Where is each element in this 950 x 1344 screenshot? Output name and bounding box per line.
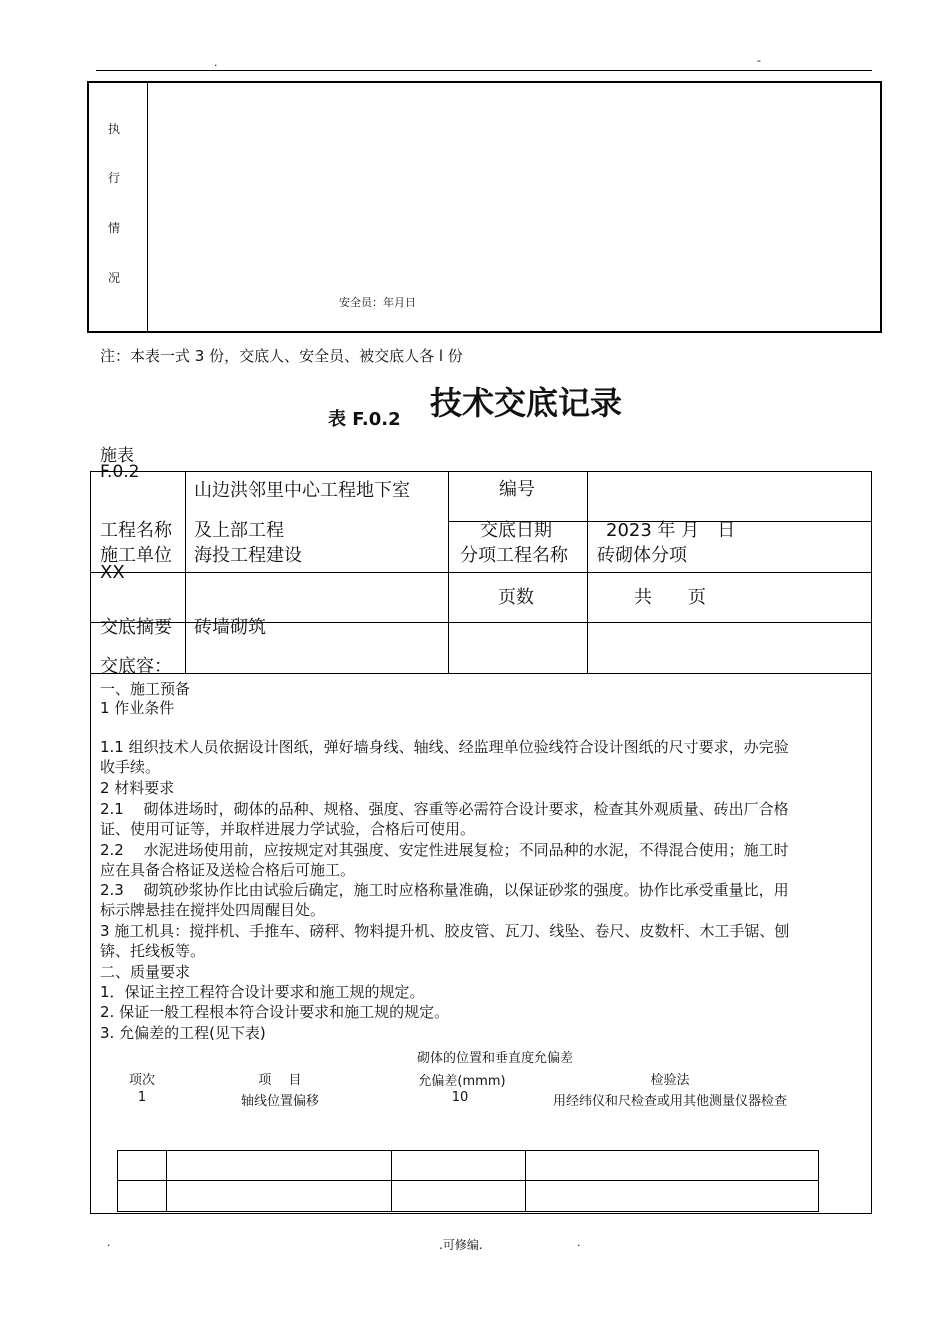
paragraph-line: 1.1 组织技术人员依据设计图纸，弹好墙身线、轴线、经监理单位验线符合设计图纸的尺寸要求，办完验 [100,738,789,756]
date-value: 2023 年 月 日 [606,520,736,541]
tolerance-cell: 用经纬仪和尺检查或用其他测量仪器检查 [552,1094,787,1109]
exec-label-char-3: 情 [108,221,121,235]
subsection-heading: 1 作业条件 [100,699,175,717]
empty-table [117,1150,819,1212]
grid-line [91,673,871,674]
pages-value: 共 页 [634,587,706,608]
grid-line [391,1151,392,1211]
header-rule [96,70,872,71]
unit-value-extra: XX [100,562,125,583]
paragraph-line: 锛、托线板等。 [100,942,206,960]
paragraph-line: 2.1 砌体进场时，砌体的品种、规格、强度、容重等必需符合设计要求，检查其外观质量、砖出厂合格 [100,800,789,818]
project-value-line2: 及上部工程 [194,520,284,541]
project-value-line1: 山边洪邻里中心工程地下室 [194,480,410,501]
grid-line [91,572,871,573]
execution-box-divider [147,82,148,333]
footer-editable-note: .可修编. [439,1238,483,1252]
project-label: 工程名称 [100,520,172,541]
paragraph-line: 标示牌悬挂在搅拌处四周醒目处。 [100,901,326,919]
footer-right-mark: . [577,1236,581,1249]
header-right-mark: - [757,54,761,67]
title-prefix: 表 F.0.2 [328,409,401,430]
footer-left-mark: . [107,1236,111,1249]
pages-label: 页数 [498,587,534,608]
page-title: 技术交底记录 [430,384,623,422]
exec-label-char-1: 执 [108,122,121,136]
execution-box [87,81,882,333]
requirement-item: 3. 允偏差的工程(见下表) [100,1024,266,1042]
requirement-item: 1．保证主控工程符合设计要求和施工规的规定。 [100,983,425,1001]
content-label: 交底容： [100,656,172,677]
paragraph-line: 3 施工机具：搅拌机、手推车、磅秤、物料提升机、胶皮管、瓦刀、线坠、卷尺、皮数杆、木工手锯、刨 [100,922,790,940]
exec-label-char-4: 况 [108,271,121,285]
tolerance-cell: 1 [137,1090,147,1105]
paragraph-line: 证、使用可证等，并取样进展力学试验，合格后可使用。 [100,820,476,838]
paragraph-line: 应在具备合格证及送检合格后可施工。 [100,861,356,879]
grid-line [118,1180,818,1181]
section-heading: 一、施工预备 [100,680,191,698]
exec-signature: 安全员：年月日 [339,296,416,309]
exec-label-char-2: 行 [108,171,121,185]
paragraph-line: 2.3 砌筑砂浆协作比由试验后确定，施工时应格称量准确，以保证砂浆的强度。协作比承受重量比，用 [100,881,789,899]
tolerance-header: 允偏差(mmm) [418,1074,506,1089]
number-label: 编号 [499,479,535,500]
paragraph-line: 2.2 水泥进场使用前，应按规定对其强度、安定性进展复检；不同品种的水泥，不得混合使用；施工时 [100,841,789,859]
date-label: 交底日期 [480,520,552,541]
tolerance-header: 检验法 [650,1073,690,1088]
grid-line [448,472,449,673]
tolerance-header: 项次 [128,1073,155,1088]
section-heading: 二、质量要求 [100,963,191,981]
subitem-value: 砖砌体分项 [597,545,687,566]
tolerance-cell: 轴线位置偏移 [240,1094,319,1109]
grid-line [166,1151,167,1211]
summary-label: 交底摘要 [100,617,172,638]
tolerance-header: 项 目 [258,1073,302,1088]
tolerance-cell: 10 [451,1090,469,1105]
unit-label: 施工单位 [100,545,172,566]
header-left-mark: . [214,56,218,69]
form-code-line1: 施表 [100,446,134,466]
unit-value: 海投工程建设 [194,545,302,566]
subitem-label: 分项工程名称 [460,545,568,566]
form-code-line2: F.0.2 [100,462,140,482]
subsection-heading: 2 材料要求 [100,779,175,797]
grid-line [525,1151,526,1211]
requirement-item: 2. 保证一般工程根本符合设计要求和施工规的规定。 [100,1003,450,1021]
copies-note: 注：本表一式 3 份，交底人、安全员、被交底人各 l 份 [100,347,463,365]
summary-value: 砖墙砌筑 [194,617,266,638]
grid-line [587,472,588,673]
paragraph-line: 收手续。 [100,758,161,776]
grid-line [185,472,186,673]
tolerance-caption: 砌体的位置和垂直度允偏差 [416,1051,573,1066]
